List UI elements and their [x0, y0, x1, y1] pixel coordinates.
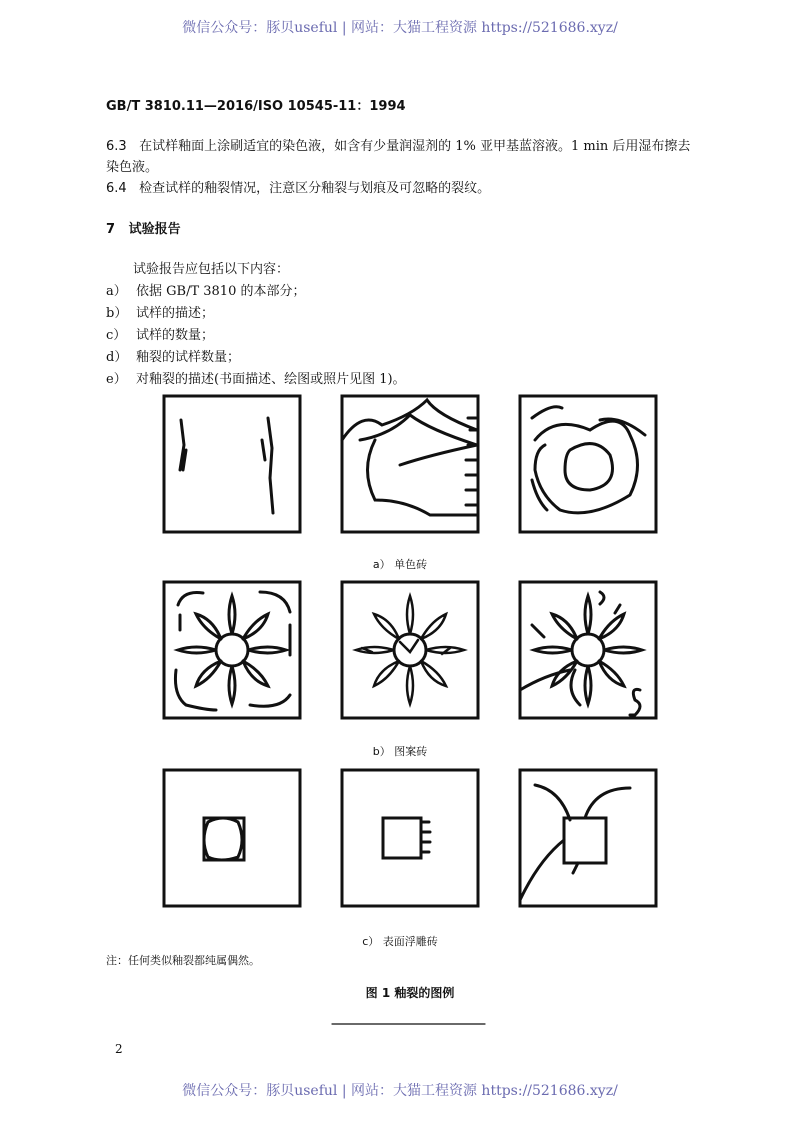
- figure-title: 图 1 釉裂的图例: [365, 986, 455, 1000]
- tile-plain-2: [342, 396, 478, 532]
- watermark-top: 微信公众号：豚贝useful | 网站：大猫工程资源 https://521686.xyz/: [182, 20, 618, 36]
- section-title: 试验报告: [128, 222, 181, 237]
- caption-a: a） 单色砖: [372, 558, 428, 571]
- item-text: 对釉裂的描述(书面描述、绘图或照片见图 1)。: [136, 372, 406, 387]
- item-label: c）: [106, 328, 127, 343]
- tile-pattern-2: [342, 582, 478, 718]
- standard-header: GB/T 3810.11—2016/ISO 10545-11：1994: [106, 99, 406, 114]
- tile-relief-3: [520, 770, 656, 906]
- tile-pattern-3: [520, 582, 656, 718]
- item-text: 试样的描述；: [136, 306, 215, 321]
- tile-plain-3: [520, 396, 656, 532]
- clause-number: 6.3: [106, 139, 127, 154]
- caption-b: b） 图案砖: [372, 745, 428, 758]
- item-text: 试样的数量；: [136, 328, 215, 343]
- figure-note: 注：任何类似釉裂都纯属偶然。: [106, 954, 260, 967]
- page-number: 2: [115, 1042, 123, 1056]
- intro-text: 试验报告应包括以下内容：: [133, 262, 290, 277]
- item-label: d）: [106, 350, 128, 365]
- item-text: 依据 GB/T 3810 的本部分；: [136, 284, 306, 299]
- clause-text: 检查试样的釉裂情况，注意区分釉裂与划痕及可忽略的裂纹。: [139, 181, 491, 196]
- item-label: e）: [106, 372, 127, 387]
- tile-pattern-1: [164, 582, 300, 718]
- tile-plain-1: [164, 396, 300, 532]
- item-text: 釉裂的试样数量；: [136, 350, 241, 365]
- tile-relief-1: [164, 770, 300, 906]
- item-label: a）: [106, 284, 127, 299]
- section-number: 7: [106, 222, 116, 237]
- item-label: b）: [106, 306, 128, 321]
- clause-text: 在试样釉面上涂刷适宜的染色液，如含有少量润湿剂的 1% 亚甲基蓝溶液。1 min 后用湿布擦去: [139, 139, 691, 154]
- clause-number: 6.4: [106, 181, 127, 196]
- tile-relief-2: [342, 770, 478, 906]
- caption-c: c） 表面浮雕砖: [362, 935, 438, 948]
- watermark-bottom: 微信公众号：豚贝useful | 网站：大猫工程资源 https://521686.xyz/: [182, 1083, 618, 1099]
- clause-6-3-cont: 染色液。: [106, 160, 159, 175]
